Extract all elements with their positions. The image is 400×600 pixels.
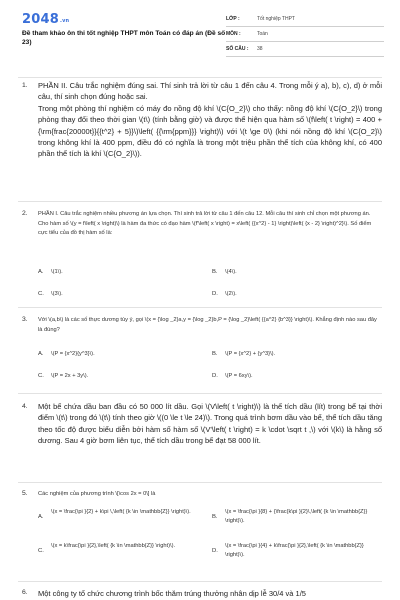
option-text: \(3\). bbox=[51, 291, 63, 297]
question-number: 4. bbox=[22, 403, 28, 410]
divider bbox=[18, 482, 382, 483]
question-4 bbox=[22, 401, 384, 479]
document-title: Đề tham khảo ôn thi tốt nghiệp THPT môn Toán có đáp án (Đề số 23) bbox=[22, 30, 226, 46]
option-letter: A. bbox=[38, 269, 44, 275]
option-letter: B. bbox=[212, 351, 218, 357]
page-header bbox=[0, 0, 400, 78]
option-letter: A. bbox=[38, 514, 44, 520]
meta-label: SỐ CÂU : bbox=[226, 46, 249, 52]
question-text: PHẦN I. Câu trắc nghiệm nhiều phương án lựa chọn. Thí sinh trả lời từ câu 1 đến câu 12. Mỗi câu thí sinh chỉ chọn một phương án. Cho hàm số \(y = f\left( x \right)\) là hàm đa thức có đạo hàm \(f'\left( x \right) = x\left( {{x^2} - 1} \right)\left( {x - 2} \right)^2}\). Số điểm cực tiểu của đồ thị hàm số là: bbox=[38, 211, 372, 237]
option-letter: B. bbox=[212, 269, 218, 275]
option-letter: D. bbox=[212, 548, 218, 554]
option-text: \(P = 2x + 3y\). bbox=[51, 373, 89, 379]
divider bbox=[18, 201, 382, 202]
meta-row-class bbox=[226, 12, 384, 27]
question-number: 5. bbox=[22, 490, 28, 497]
option-letter: D. bbox=[212, 291, 218, 297]
question-text: Một bể chứa dầu ban đầu có 50 000 lít dầu. Gọi \(V\left( t \right)\) là thể tích dầu (lít) trong bể tại thời điểm \(t\) trong đó \(t\) tính theo giờ \((0 \le t \le 24)\). Trong quá trình bơm dầu vào bể, thể tích dầu tăng theo tốc độ được biểu diễn bởi hàm số hàm số \(V'\left( t \right) = k \cdot \sqrt t ,\) với \(k\) là hằng số dương. Sau 4 giờ bơm liên tục, thể tích dầu trong bể đạt 58 000 lít. bbox=[38, 402, 382, 446]
divider bbox=[18, 77, 382, 78]
option-letter: C. bbox=[38, 291, 44, 297]
option-text: \(x = \frac{\pi }{4} + k\frac{\pi }{2},\left( {k \in \mathbb{Z}} \right)\). bbox=[225, 543, 364, 558]
meta-value: 38 bbox=[257, 46, 263, 52]
meta-label: LỚP : bbox=[226, 16, 240, 22]
option-letter: C. bbox=[38, 373, 44, 379]
question-2 bbox=[22, 210, 384, 305]
option-text: \(P = 6xy\). bbox=[225, 373, 253, 379]
document-meta-table bbox=[226, 12, 384, 57]
option-letter: A. bbox=[38, 351, 44, 357]
question-text: Các nghiệm của phương trình \[\cos 2x = 0\] là bbox=[38, 491, 156, 497]
option-text: \(x = \frac{\pi }{2} + k\pi \,\left( {k \in \mathbb{Z}} \right)\). bbox=[51, 509, 191, 515]
meta-row-question-count bbox=[226, 42, 384, 57]
question-number: 6. bbox=[22, 589, 28, 596]
site-logo[interactable] bbox=[22, 12, 69, 27]
option-text: \(2\). bbox=[225, 291, 237, 297]
logo-suffix: .vn bbox=[59, 18, 70, 24]
option-text: \(P = {x^2} + {y^3}\). bbox=[225, 351, 276, 357]
option-letter: B. bbox=[212, 514, 218, 520]
question-number: 2. bbox=[22, 210, 28, 217]
question-1 bbox=[22, 80, 384, 200]
divider bbox=[18, 307, 382, 308]
option-letter: D. bbox=[212, 373, 218, 379]
question-6 bbox=[22, 588, 384, 600]
option-text: \(1\). bbox=[51, 269, 63, 275]
question-5 bbox=[22, 490, 384, 580]
meta-value: Toán bbox=[257, 31, 268, 37]
meta-value: Tốt nghiệp THPT bbox=[257, 16, 295, 22]
meta-label: MÔN : bbox=[226, 31, 241, 37]
option-text: \(4\). bbox=[225, 269, 237, 275]
question-3 bbox=[22, 316, 384, 391]
option-text: \(P = {x^2}{y^3}\). bbox=[51, 351, 95, 357]
divider bbox=[18, 581, 382, 582]
question-text: PHẦN II. Câu trắc nghiệm đúng sai. Thí sinh trả lời từ câu 1 đến câu 4. Trong mỗi ý a), b), c), d) ở mỗi câu, thí sinh chọn đúng hoặc sai. Trong một phòng thí nghiệm có máy đo nồng độ khí \(C{O_2}\) cho thấy: nồng độ khí \(C{O_2}\) trong phòng thay đổi theo thời gian \(t\) (tính bằng giờ) và được thể hiện qua hàm số \(f\left( t \right) = 400 + {\rm{frac{20000t}}{{t^2} + 5}}\)\left( {{\rm{ppm}}} \right)\) với \(t \ge 0\) (khi nói nồng độ khí \(C{O_2}\) trong không khí là 400 ppm, điều đó có nghĩa là trong một triệu phần thể tích của không khí, có 400 phần thể tích là khí \(C{O_2}\)). bbox=[38, 81, 382, 159]
question-text: Với \(a,b\) là các số thực dương tùy ý, gọi \(x = {\log _2}a,y = {\log _2}b,P = {\log _2}\left( {{a^2} {b^3}} \right)\). Khẳng định nào sau đây là đúng? bbox=[38, 317, 377, 333]
question-text: Một công ty tổ chức chương trình bốc thăm trúng thưởng nhân dịp lễ 30/4 và 1/5 bbox=[38, 589, 306, 598]
option-text: \(x = k\frac{\pi }{2},\left( {k \in \mathbb{Z}} \right)\). bbox=[51, 543, 176, 549]
option-text: \(x = \frac{\pi }{8} + {\frac{k\pi }{2}\,\left( {k \in \mathbb{Z}} \right)\). bbox=[225, 509, 368, 524]
divider bbox=[18, 393, 382, 394]
question-number: 3. bbox=[22, 316, 28, 323]
meta-row-subject bbox=[226, 27, 384, 42]
logo-text: 2048 bbox=[22, 12, 59, 27]
option-letter: C. bbox=[38, 548, 44, 554]
question-number: 1. bbox=[22, 82, 28, 89]
